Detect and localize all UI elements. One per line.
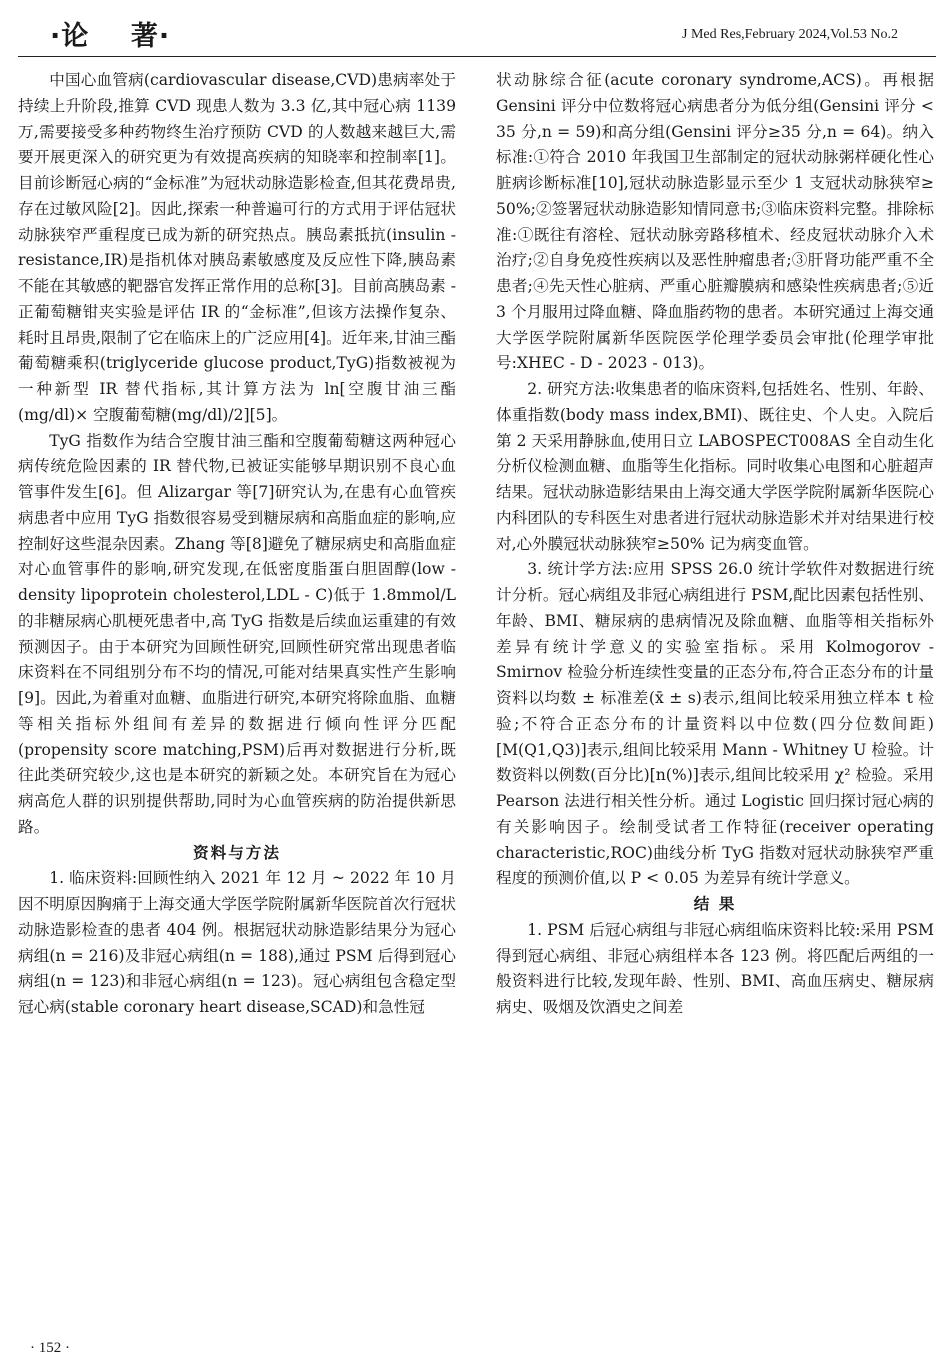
methods-heading: 资料与方法 [193, 843, 281, 862]
inclusion-criteria-paragraph: 状动脉综合征(acute coronary syndrome,ACS)。再根据 Gensini 评分中位数将冠心病患者分为低分组(Gensini 评分 < 35 分,n = 59)和高分组(Gensini 评分≥35 分,n = 64)。纳入标准:①符合 2010 年我国卫生部制定的冠状动脉粥样硬化性心脏病诊断标准[10],冠状动脉造影显示至少 1 支冠状动脉狭窄≥ 50%;②签署冠状动脉造影知情同意书;③临床资料完整。排除标准:①既往有溶栓、冠状动脉旁路移植术、经皮冠状动脉介入术治疗;②自身免疫性疾病以及恶性肿瘤患者;③肝肾功能严重不全患者;④先天性心脏病、严重心脏瓣膜病和感染性疾病患者;⑤近 3 个月服用过降血糖、降血脂药物的患者。本研究通过上海交通大学医学院附属新华医院医学伦理学委员会审批(伦理学审批号:XHEC - D - 2023 - 013)。 [496, 71, 934, 373]
statistics-paragraph: 3. 统计学方法:应用 SPSS 26.0 统计学软件对数据进行统计分析。冠心病组及非冠心病组进行 PSM,配比因素包括性别、年龄、BMI、糖尿病的患病情况及除血糖、血脂等相关指标外差异有统计学意义的实验室指标。采用 Kolmogorov - Smirnov 检验分析连续性变量的正态分布,符合正态分布的计量资料以均数 ± 标准差(x̄ ± s)表示,组间比较采用独立样本 t 检验;不符合正态分布的计量资料以中位数(四分位数间距)[M(Q1,Q3)]表示,组间比较采用 Mann - Whitney U 检验。计数资料以例数(百分比)[n(%)]表示,组间比较采用 χ² 检验。采用 Pearson 法进行相关性分析。通过 Logistic 回归探讨冠心病的有关影响因子。绘制受试者工作特征(receiver operating characteristic,ROC)曲线分析 TyG 指数对冠状动脉狭窄严重程度的预测价值,以 P < 0.05 为差异有统计学意义。 [496, 560, 934, 888]
page-header [0, 0, 950, 60]
clinical-data-paragraph: 1. 临床资料:回顾性纳入 2021 年 12 月 ~ 2022 年 10 月因不明原因胸痛于上海交通大学医学院附属新华医院首次行冠状动脉造影检查的患者 404 例。根据冠状动脉造影结果分为冠心病组(n = 216)及非冠心病组(n = 188),通过 PSM 后得到冠心病组(n = 123)和非冠心病组(n = 123)。冠心病组包含稳定型冠心病(stable coronary heart disease,SCAD)和急性冠 [18, 869, 456, 1016]
header-rule [18, 56, 936, 57]
right-column [496, 68, 934, 1021]
left-column [18, 68, 456, 1021]
research-methods-paragraph: 2. 研究方法:收集患者的临床资料,包括姓名、性别、年龄、体重指数(body mass index,BMI)、既往史、个人史。入院后第 2 天采用静脉血,使用日立 LABOSPECT008AS 全自动生化分析仪检测血糖、血脂等生化指标。同时收集心电图和心脏超声结果。冠状动脉造影结果由上海交通大学医学院附属新华医院心内科团队的专科医生对患者进行冠状动脉造影术并对结果进行校对,心外膜冠状动脉狭窄≥50% 记为病变血管。 [496, 380, 934, 553]
results-heading: 结 果 [693, 895, 737, 913]
results-paragraph-1: 1. PSM 后冠心病组与非冠心病组临床资料比较:采用 PSM 得到冠心病组、非冠心病组样本各 123 例。将匹配后两组的一般资料进行比较,发现年龄、性别、BMI、高血压病史、糖尿病病史、吸烟及饮酒史之间差 [496, 920, 934, 1016]
section-label: ·论 著· [50, 21, 171, 52]
page-number: · 152 · [30, 1340, 70, 1356]
intro-paragraph-1: 中国心血管病(cardiovascular disease,CVD)患病率处于持续上升阶段,推算 CVD 现患人数为 3.3 亿,其中冠心病 1139 万,需要接受多种药物终生治疗预防 CVD 的人数越来越巨大,需要开展更深入的研究更为有效提高疾病的知晓率和控制率[1]。目前诊断冠心病的“金标准”为冠状动脉造影检查,但其花费昂贵,存在过敏风险[2]。因此,探索一种普遍可行的方式用于评估冠状动脉狭窄严重程度已成为新的研究热点。胰岛素抵抗(insulin - resistance,IR)是指机体对胰岛素敏感度及反应性下降,胰岛素不能在其敏感的靶器官发挥正常作用的总称[3]。目前高胰岛素 - 正葡萄糖钳夹实验是评估 IR 的“金标准”,但该方法操作复杂、耗时且昂贵,限制了它在临床上的广泛应用[4]。近年来,甘油三酯葡萄糖乘积(triglyceride glucose product,TyG)指数被视为一种新型 IR 替代指标,其计算方法为 ln[空腹甘油三酯(mg/dl)× 空腹葡萄糖(mg/dl)/2][5]。 [18, 71, 456, 424]
journal-citation: J Med Res,February 2024,Vol.53 No.2 [682, 27, 898, 42]
intro-paragraph-2: TyG 指数作为结合空腹甘油三酯和空腹葡萄糖这两种冠心病传统危险因素的 IR 替代物,已被证实能够早期识别不良心血管事件发生[6]。但 Alizargar 等[7]研究认为,在患有心血管疾病患者中应用 TyG 指数很容易受到糖尿病和高脂血症的影响,应控制好这些混杂因素。Zhang 等[8]避免了糖尿病史和高脂血症对心血管事件的影响,研究发现,在低密度脂蛋白胆固醇(low - density lipoprotein cholesterol,LDL - C)低于 1.8mmol/L 的非糖尿病心肌梗死患者中,高 TyG 指数是后续血运重建的有效预测因子。由于本研究为回顾性研究,回顾性研究常出现患者临床资料在不同组别分布不均的情况,可能对结果真实性产生影响[9]。因此,为着重对血糖、血脂进行研究,本研究将除血脂、血糖等相关指标外组间有差异的数据进行倾向性评分匹配(propensity score matching,PSM)后再对数据进行分析,既往此类研究较少,这也是本研究的新颖之处。本研究旨在为冠心病高危人群的识别提供帮助,同时为心血管疾病的防治提供新思路。 [18, 431, 456, 836]
